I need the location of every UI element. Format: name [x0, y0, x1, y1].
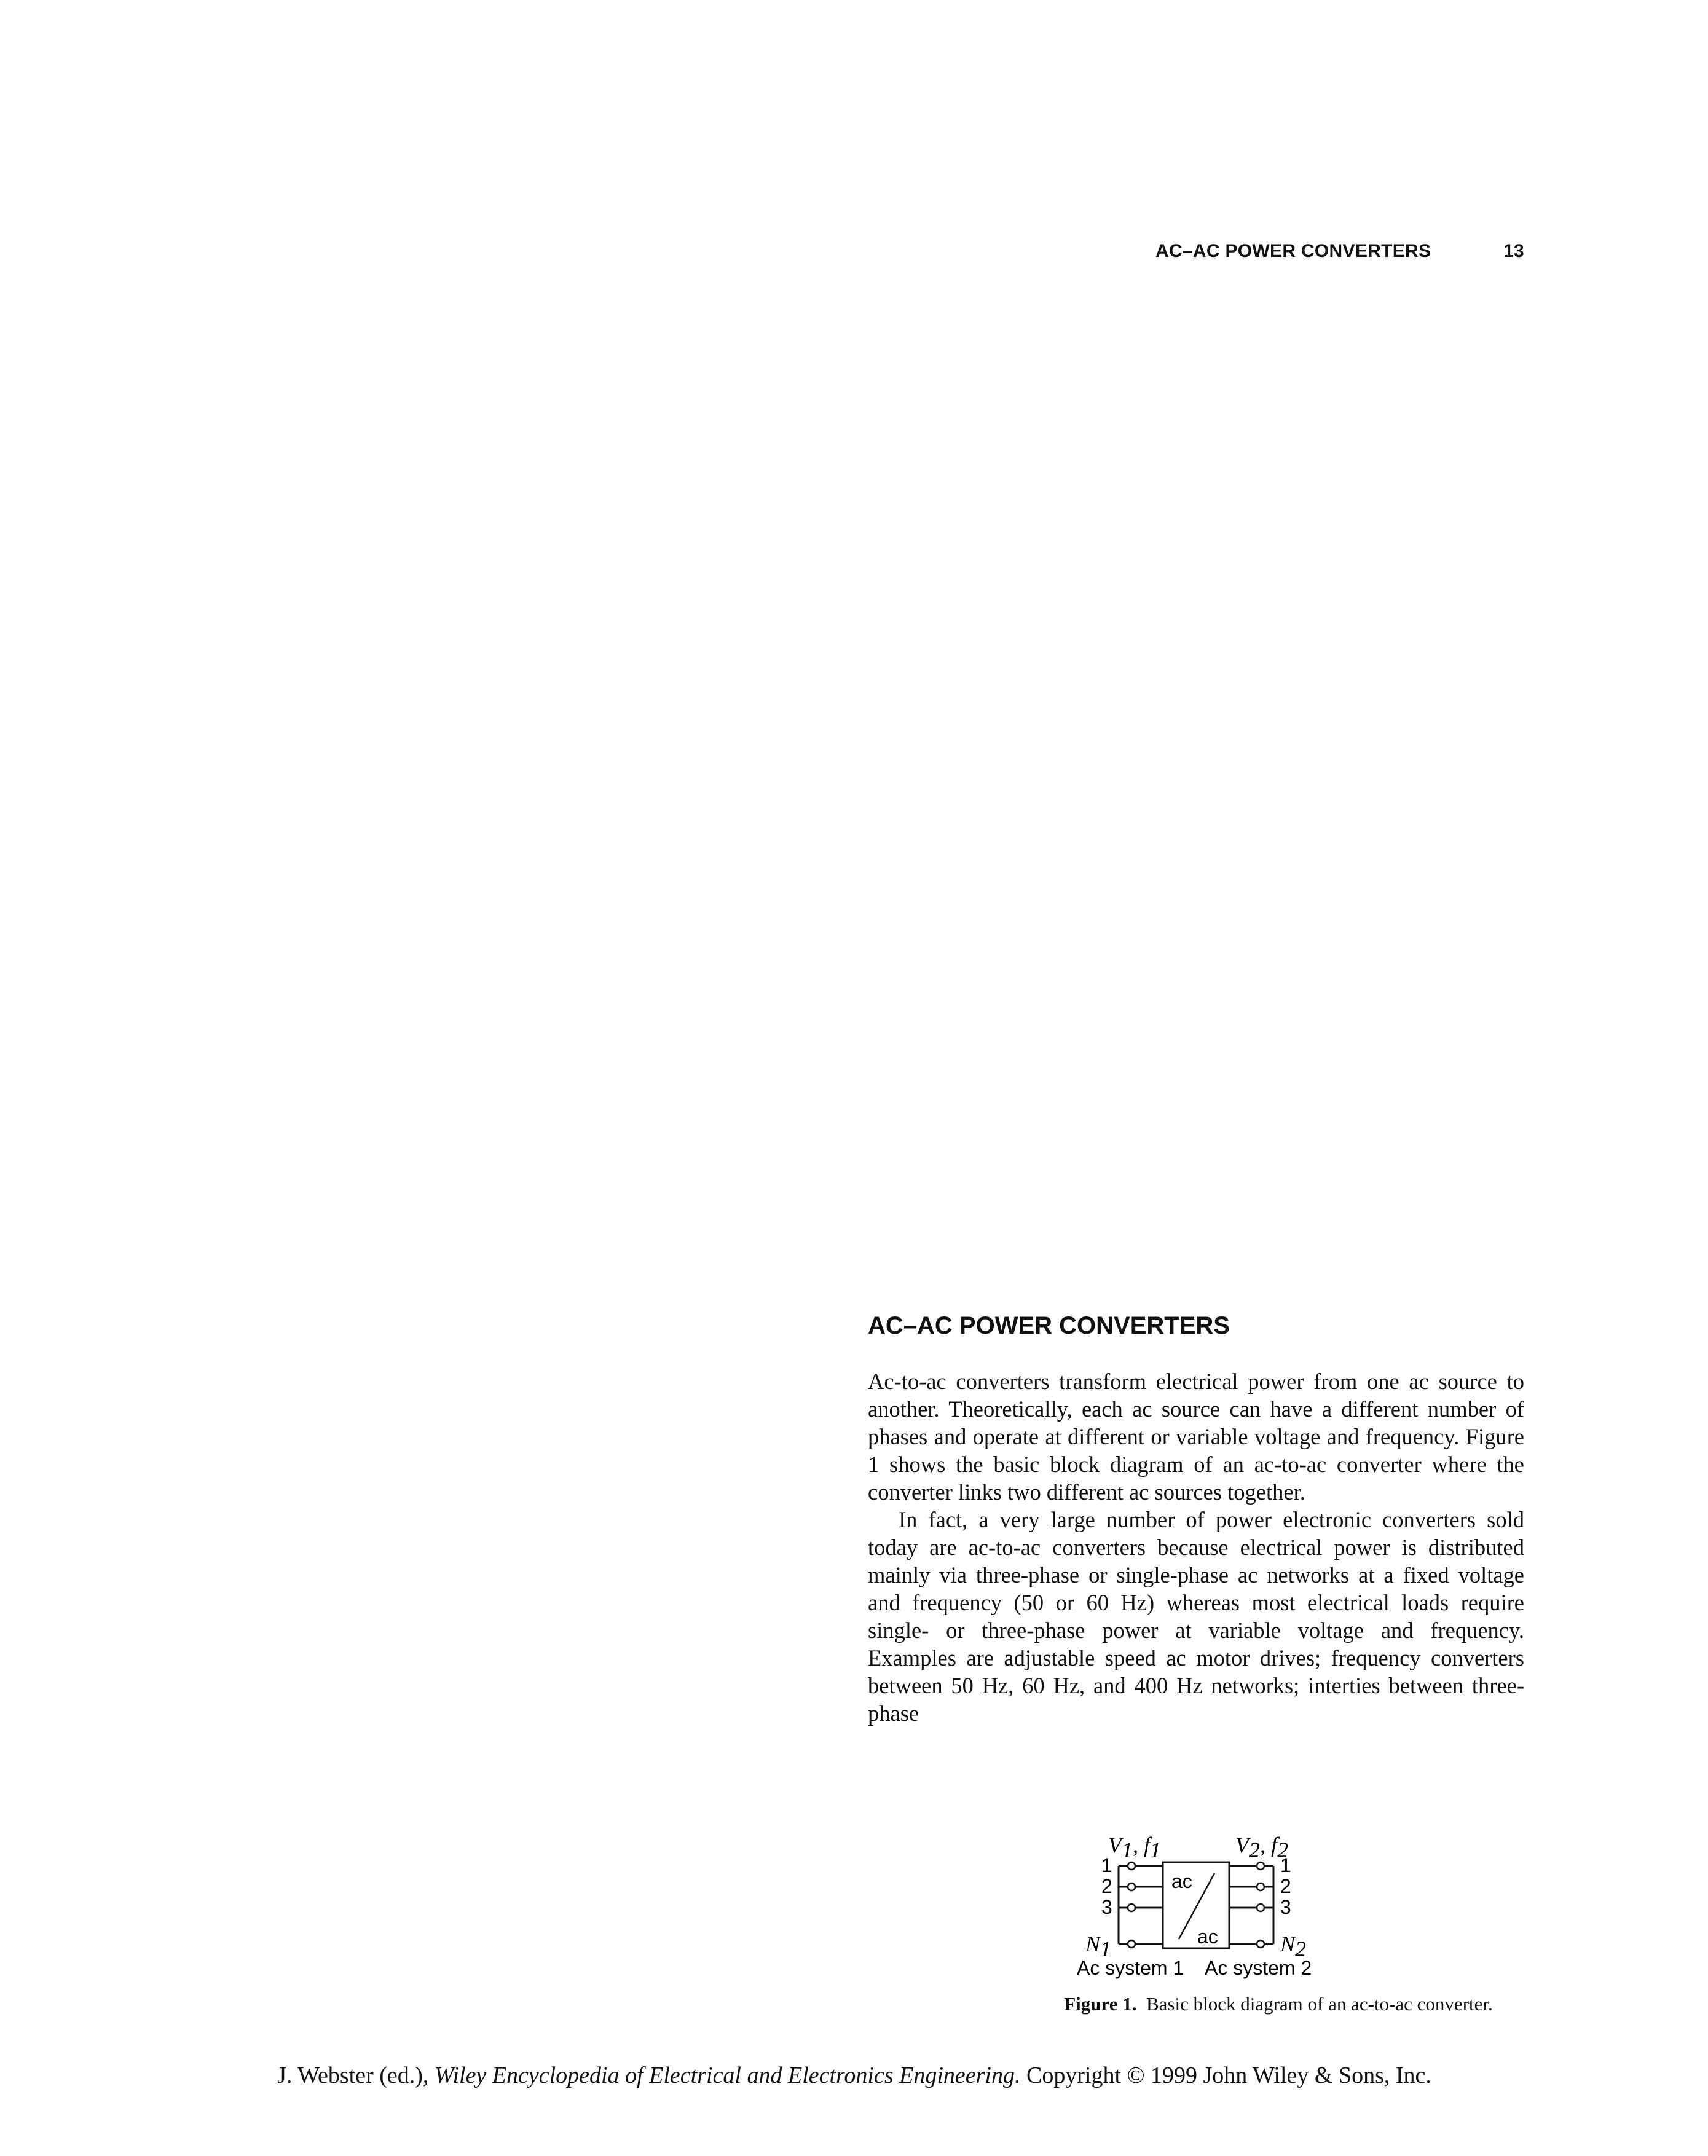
right-terminal-1: [1257, 1862, 1264, 1870]
footer-citation: [184, 2062, 1524, 2089]
system-2-label: Ac system 2: [1205, 1957, 1312, 1979]
left-terminal-neutral: [1128, 1940, 1135, 1948]
right-voltage-frequency-label: V2, f2: [1235, 1833, 1289, 1862]
right-terminal-neutral: [1257, 1940, 1264, 1948]
footer-copyright: Copyright © 1999 John Wiley & Sons, Inc.: [1020, 2063, 1431, 2088]
box-top-label: ac: [1171, 1870, 1192, 1892]
block-diagram: [1033, 1831, 1524, 1991]
footer-work-title: Wiley Encyclopedia of Electrical and Electronics Engineering.: [434, 2063, 1021, 2088]
running-title: AC–AC POWER CONVERTERS: [1155, 241, 1431, 261]
right-terminal-2: [1257, 1883, 1264, 1890]
left-terminal-label: 1: [1101, 1854, 1112, 1876]
left-terminal-1: [1128, 1862, 1135, 1870]
right-terminal-label: 1: [1280, 1854, 1291, 1876]
system-1-label: Ac system 1: [1077, 1957, 1184, 1979]
paragraph: In fact, a very large number of power electronic converters sold today are ac-to-ac converters because electrical power is distributed mainly via three-phase or single-phase ac networks at a fixed voltage and frequency (50 or 60 Hz) whereas most electrical loads require single- or three-phase power at variable voltage and frequency. Examples are adjustable speed ac motor drives; frequency converters between 50 Hz, 60 Hz, and 400 Hz networks; interties between three-phase: [868, 1507, 1524, 1726]
article-title: AC–AC POWER CONVERTERS: [868, 1312, 1230, 1339]
right-terminal-label: 3: [1280, 1896, 1291, 1918]
left-neutral-label: N1: [1085, 1932, 1112, 1961]
page-number: 13: [1503, 241, 1524, 261]
left-terminal-3: [1128, 1904, 1135, 1911]
right-terminal-label: 2: [1280, 1875, 1291, 1897]
footer-prefix: J. Webster (ed.),: [277, 2063, 435, 2088]
left-terminal-label: 2: [1101, 1875, 1112, 1897]
figure-caption: [1033, 1993, 1524, 2015]
figure-1: [1033, 1831, 1524, 2065]
left-terminal-2: [1128, 1883, 1135, 1890]
caption-text: Basic block diagram of an ac-to-ac converter.: [1146, 1993, 1493, 2015]
article-body: [868, 1367, 1524, 1727]
box-bottom-label: ac: [1197, 1926, 1218, 1948]
paragraph: Ac-to-ac converters transform electrical power from one ac source to another. Theoretically, each ac source can have a different number of phases and operate at different or variable voltage and frequency. Figure 1 shows the basic block diagram of an ac-to-ac converter where the converter links two different ac sources together.: [868, 1369, 1524, 1505]
right-neutral-label: N2: [1280, 1932, 1307, 1961]
right-terminal-3: [1257, 1904, 1264, 1911]
left-terminal-label: 3: [1101, 1896, 1112, 1918]
left-voltage-frequency-label: V1, f1: [1108, 1833, 1162, 1862]
caption-label: Figure 1.: [1064, 1993, 1137, 2015]
